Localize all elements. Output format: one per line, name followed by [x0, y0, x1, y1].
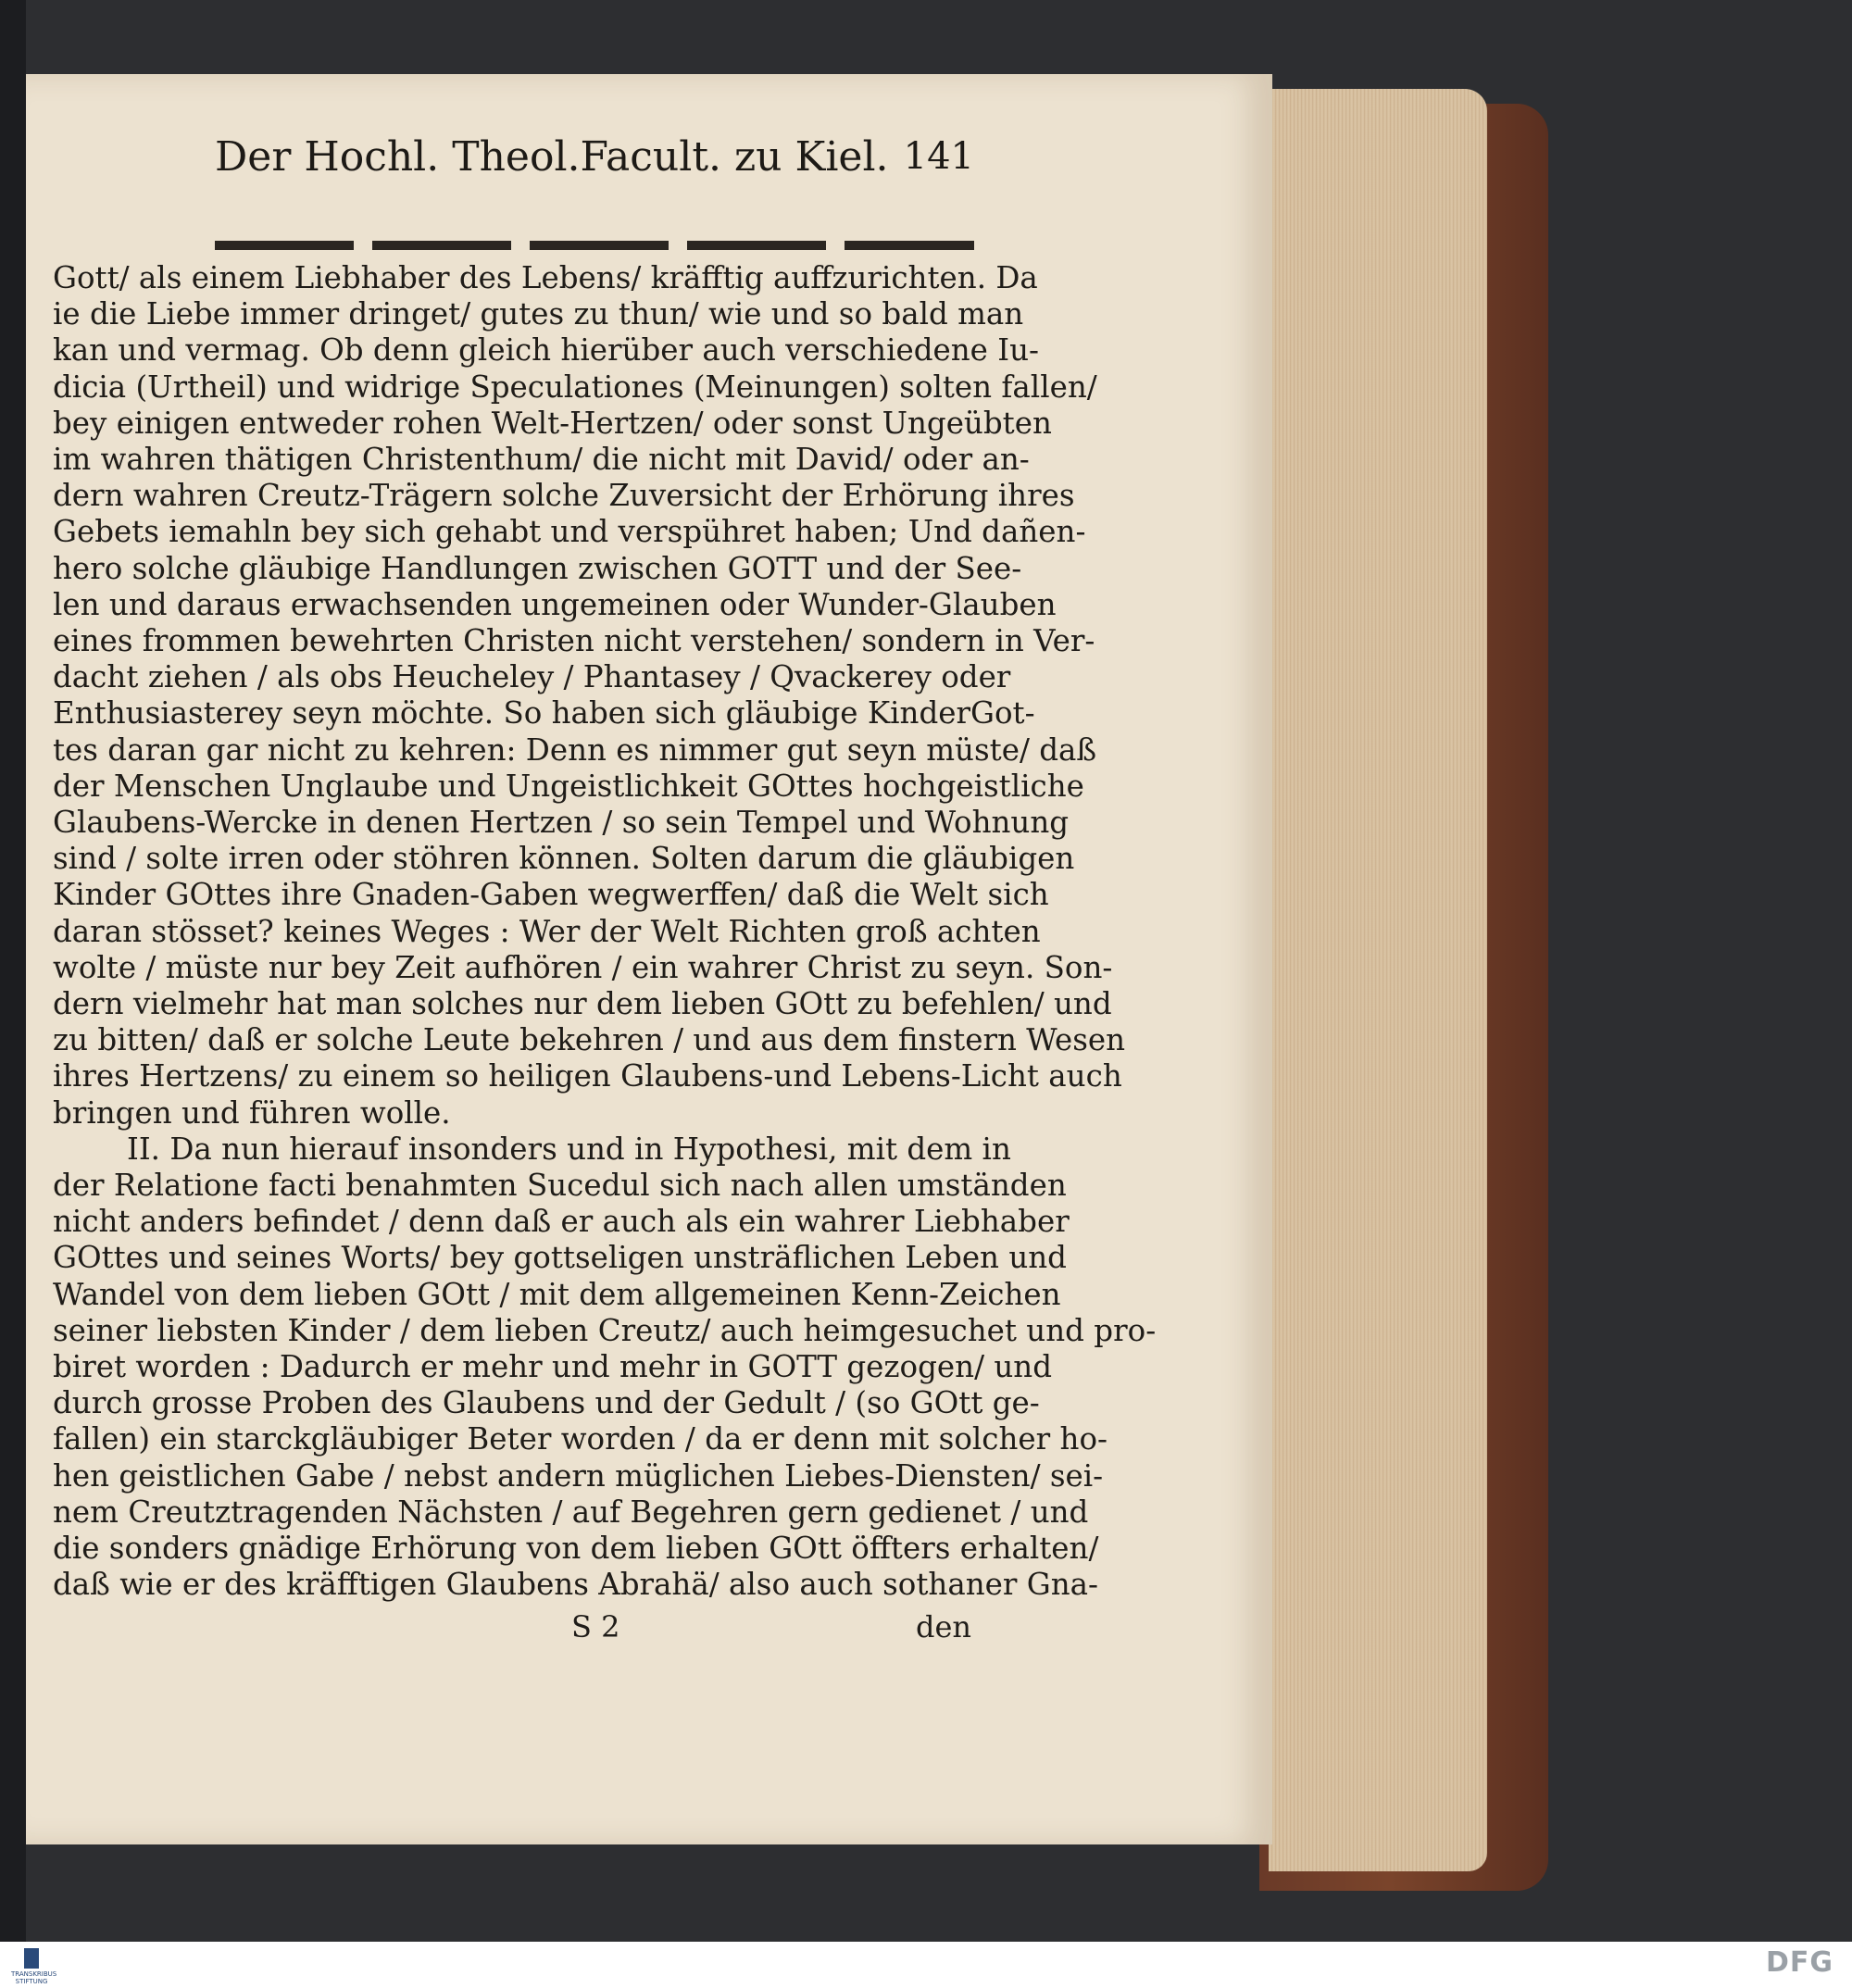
text-line: der Relatione facti benahmten Sucedul sich nach allen umständen: [53, 1168, 1067, 1203]
text-line: durch grosse Proben des Glaubens und der Gedult / (so GOtt ge-: [53, 1385, 1040, 1421]
institution-logo-icon: [24, 1948, 39, 1969]
text-line: bringen und führen wolle.: [53, 1094, 451, 1131]
text-line: im wahren thätigen Christenthum/ die nicht mit David/ oder an-: [53, 442, 1030, 477]
text-line: daß wie er des kräfftigen Glaubens Abrahä/ also auch sothaner Gna-: [53, 1567, 1099, 1603]
text-line: ie die Liebe immer dringet/ gutes zu thun/ wie und so bald man: [53, 296, 1024, 332]
text-line: Gebets iemahln bey sich gehabt und verspühret haben; Und dañen-: [53, 514, 1086, 550]
text-line: GOttes und seines Worts/ bey gottseligen unsträflichen Leben und: [53, 1240, 1067, 1276]
text-line: II. Da nun hierauf insonders und in Hypothesi, mit dem in: [127, 1131, 1011, 1167]
dfg-logo: DFG: [1765, 1946, 1833, 1979]
text-line: dacht ziehen / als obs Heucheley / Phantasey / Qvackerey oder: [53, 659, 1011, 695]
text-line: der Menschen Unglaube und Ungeistlichkeit GOttes hochgeistliche: [53, 768, 1084, 804]
scan-left-edge: [0, 0, 26, 1988]
running-title: Der Hochl. Theol.Facult. zu Kiel.: [215, 133, 889, 181]
text-line: hen geistlichen Gabe / nebst andern müglichen Liebes-Diensten/ sei-: [53, 1457, 1104, 1494]
text-line: Enthusiasterey seyn möchte. So haben sich gläubige KinderGot-: [53, 695, 1035, 731]
text-line: die sonders gnädige Erhörung von dem lieben GOtt öffters erhalten/: [53, 1531, 1099, 1566]
text-line: wolte / müste nur bey Zeit aufhören / ein wahrer Christ zu seyn. Son-: [53, 949, 1113, 985]
text-line: kan und vermag. Ob denn gleich hierüber auch verschiedene Iu-: [53, 332, 1039, 369]
text-line: nem Creutztragenden Nächsten / auf Begehren gern gedienet / und: [53, 1494, 1089, 1530]
text-line: tes daran gar nicht zu kehren: Denn es nimmer gut seyn müste/ daß: [53, 731, 1097, 768]
institution-logo: [11, 1944, 57, 1985]
page-number: 141: [903, 135, 974, 178]
page-edges: [1269, 89, 1487, 1871]
text-line: daran stösset? keines Weges : Wer der Welt Richten groß achten: [53, 913, 1041, 949]
header-rule: [215, 241, 974, 250]
text-line: Wandel von dem lieben GOtt / mit dem allgemeinen Kenn-Zeichen: [53, 1276, 1061, 1312]
text-line: eines frommen bewehrten Christen nicht verstehen/ sondern in Ver-: [53, 623, 1095, 658]
text-line: len und daraus erwachsenden ungemeinen oder Wunder-Glauben: [53, 586, 1057, 622]
text-line: dern vielmehr hat man solches nur dem lieben GOtt zu befehlen/ und: [53, 986, 1112, 1021]
text-line: zu bitten/ daß er solche Leute bekehren / und aus dem finstern Wesen: [53, 1022, 1126, 1058]
text-line: Gott/ als einem Liebhaber des Lebens/ kräfftig auffzurichten. Da: [53, 260, 1038, 295]
signature-mark: S 2: [571, 1609, 620, 1644]
text-line: Glaubens-Wercke in denen Hertzen / so sein Tempel und Wohnung: [53, 805, 1070, 840]
page-header: [215, 111, 974, 194]
text-line: biret worden : Dadurch er mehr und mehr in GOTT gezogen/ und: [53, 1349, 1053, 1384]
institution-logo-text: TRANSKRIBUS STIFTUNG: [11, 1970, 57, 1985]
viewer-bottom-bar: [0, 1942, 1852, 1988]
text-line: Kinder GOttes ihre Gnaden-Gaben wegwerffen/ daß die Welt sich: [53, 877, 1049, 913]
text-line: dicia (Urtheil) und widrige Speculationes (Meinungen) solten fallen/: [53, 369, 1097, 405]
text-line: fallen) ein starckgläubiger Beter worden / da er denn mit solcher ho-: [53, 1421, 1107, 1457]
text-line: dern wahren Creutz-Trägern solche Zuversicht der Erhörung ihres: [53, 478, 1075, 514]
text-line: bey einigen entweder rohen Welt-Hertzen/ oder sonst Ungeübten: [53, 405, 1052, 441]
catchword: den: [915, 1609, 971, 1644]
page-footer: [53, 1609, 979, 1656]
text-line: sind / solte irren oder stöhren können. Solten darum die gläubigen: [53, 841, 1075, 877]
text-line: nicht anders befindet / denn daß er auch als ein wahrer Liebhaber: [53, 1204, 1070, 1240]
text-line: ihres Hertzens/ zu einem so heiligen Glaubens-und Lebens-Licht auch: [53, 1058, 1122, 1094]
text-line: seiner liebsten Kinder / dem lieben Creutz/ auch heimgesuchet und pro-: [53, 1312, 1157, 1348]
text-line: hero solche gläubige Handlungen zwischen GOTT und der See-: [53, 550, 1022, 586]
